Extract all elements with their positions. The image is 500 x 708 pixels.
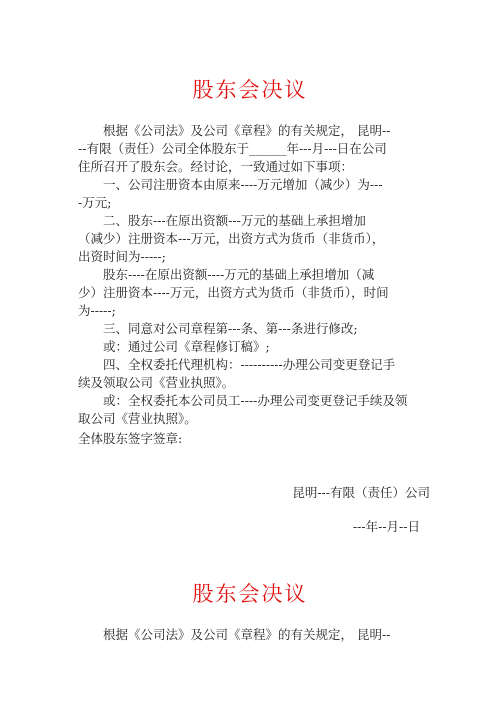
body-line: -万元;	[78, 195, 112, 210]
body-line: 出资时间为-----;	[78, 249, 166, 264]
body-line: 取公司《营业执照》。	[78, 411, 197, 426]
document-title: 股东会决议	[192, 582, 308, 606]
body-line: 股东----在原出资额----万元的基础上承担增加（减	[103, 267, 375, 282]
date-line: ---年--月--日	[352, 519, 420, 534]
body-line: 住所召开了股东会。经讨论，一致通过如下事项：	[78, 159, 354, 174]
body-line: 或：通过公司《章程修订稿》;	[103, 339, 270, 354]
body-line: （减少）注册资本---万元，出资方式为货币（非货币），	[78, 231, 385, 246]
signature-label: 全体股东签字签章:	[78, 431, 183, 446]
body-line: 一、公司注册资本由原来----万元增加（减少）为---	[103, 177, 383, 192]
document-title: 股东会决议	[192, 78, 308, 102]
body-line: 根据《公司法》及公司《章程》的有关规定， 昆明--	[103, 627, 391, 642]
body-line: 四、全权委托代理机构：----------办理公司变更登记手	[103, 357, 396, 372]
company-name: 昆明---有限（责任）公司	[292, 485, 430, 500]
body-line: 二、股东---在原出资额---万元的基础上承担增加	[103, 213, 366, 228]
body-line: 少）注册资本----万元，出资方式为货币（非货币），时间	[78, 285, 389, 300]
body-line: 三、同意对公司章程第---条、第---条进行修改;	[103, 321, 358, 336]
body-line: 或：全权委托本公司员工----办理公司变更登记手续及领	[103, 393, 408, 408]
body-line: 为-----;	[78, 303, 116, 318]
body-line: 续及领取公司《营业执照》。	[78, 375, 235, 390]
body-line: --有限（责任）公司全体股东于______年---月---日在公司	[78, 141, 387, 156]
body-line: 根据《公司法》及公司《章程》的有关规定， 昆明--	[103, 123, 391, 138]
